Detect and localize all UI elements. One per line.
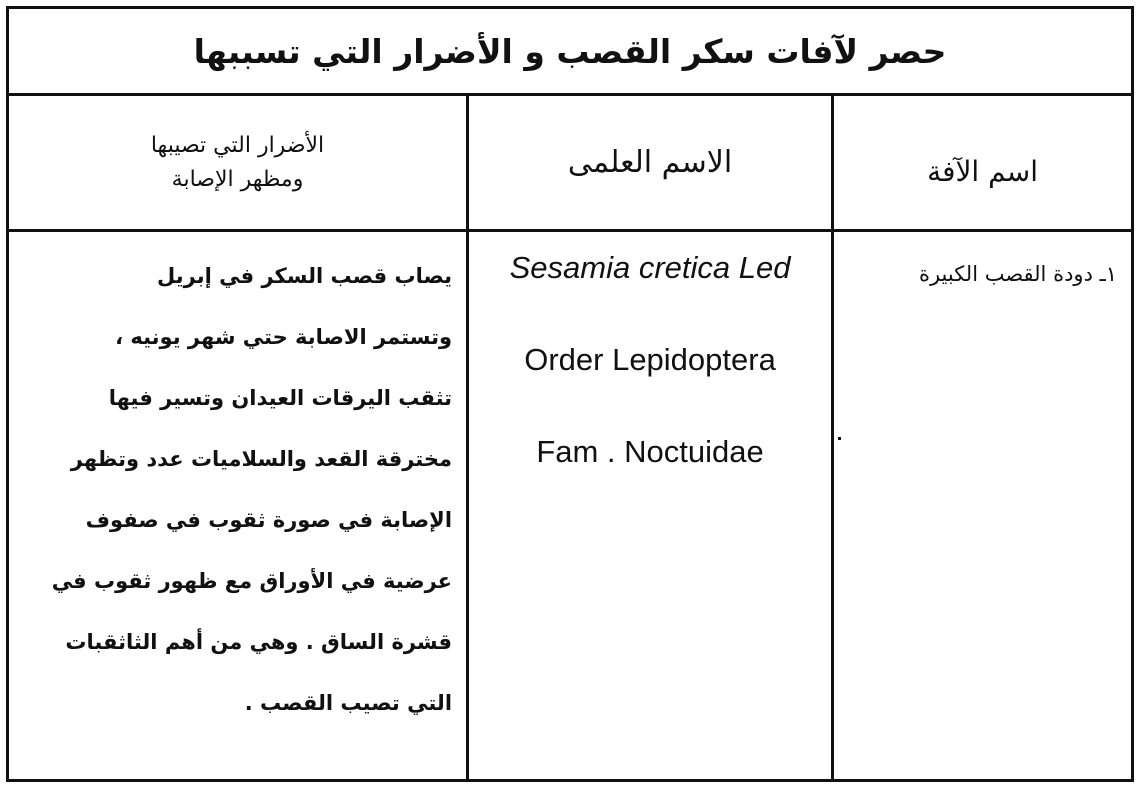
header-damage — [8, 95, 468, 231]
damage-line: التي تصيب القصب . — [244, 691, 453, 715]
table-title: حصر لآفات سكر القصب و الأضرار التي تسببها — [8, 8, 1133, 95]
pest-name-text: ١ـ دودة القصب الكبيرة — [918, 262, 1118, 286]
damage-line: وتستمر الاصابة حتي شهر يونيه ، — [115, 325, 453, 349]
pest-survey-table — [6, 6, 1134, 782]
damage-line: الإصابة في صورة ثقوب في صفوف — [85, 508, 453, 532]
table-row — [8, 231, 1133, 781]
stray-dot-mark — [838, 437, 841, 440]
cell-scientific-name — [468, 231, 833, 781]
cell-damage-description — [8, 231, 468, 781]
damage-line: قشرة الساق . وهي من أهم الثاثقبات — [65, 630, 453, 654]
scientific-order: Order Lepidoptera — [524, 342, 776, 377]
table-header-row — [8, 95, 1133, 231]
damage-line: تثقب اليرقات العيدان وتسير فيها — [108, 386, 453, 410]
scientific-species: Sesamia cretica Led — [509, 250, 791, 285]
cell-pest-name — [833, 231, 1133, 781]
header-pest-name: اسم الآفة — [833, 95, 1133, 231]
table-title-row — [8, 8, 1133, 95]
header-scientific-name: الاسم العلمى — [468, 95, 833, 231]
header-damage-line-2: ومظهر الإصابة — [171, 166, 304, 192]
damage-line: عرضية في الأوراق مع ظهور ثقوب في — [51, 569, 453, 593]
document-page — [6, 6, 1131, 782]
header-damage-line-1: الأضرار التي تصيبها — [150, 132, 325, 158]
damage-line: مخترقة القعد والسلاميات عدد وتظهر — [70, 447, 453, 471]
damage-line: يصاب قصب السكر في إبريل — [157, 264, 453, 288]
scientific-family: Fam . Noctuidae — [536, 434, 764, 469]
